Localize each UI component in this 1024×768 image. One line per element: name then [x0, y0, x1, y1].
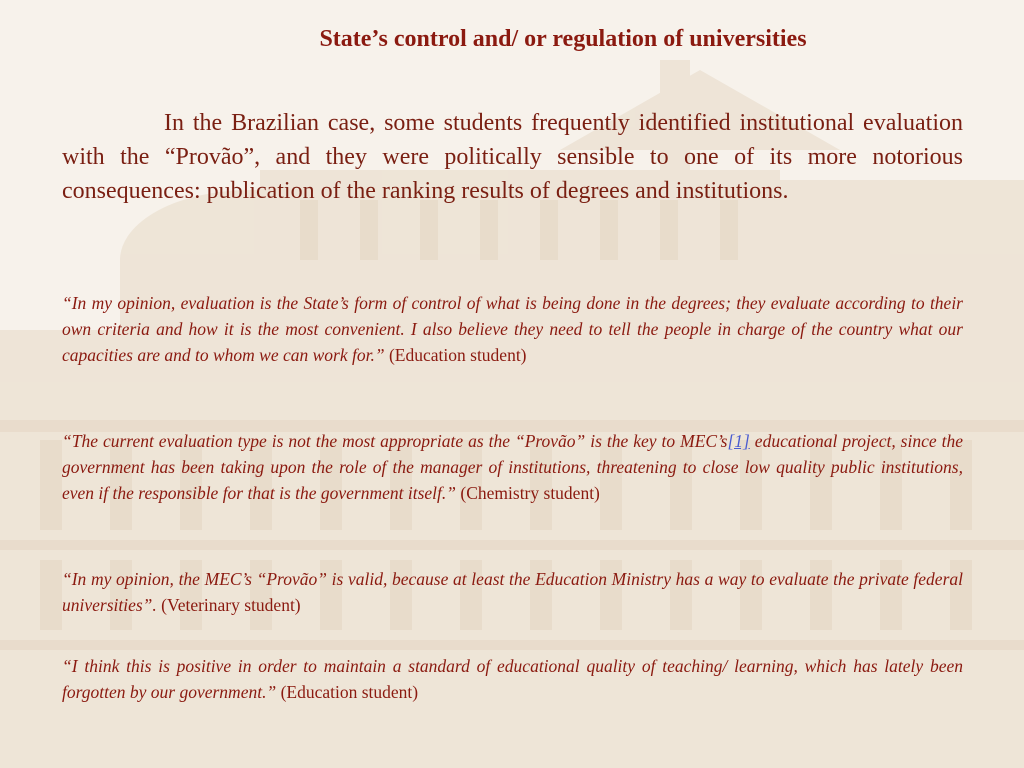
student-quote [62, 290, 963, 368]
quote-attribution: (Education student) [276, 682, 419, 702]
quote-text: “In my opinion, the MEC’s “Provão” is valid, because at least the Education Ministry has a way to evaluate the private federal universities”. [62, 569, 963, 615]
student-quote [62, 428, 963, 506]
quote-attribution: (Chemistry student) [456, 483, 600, 503]
quote-text: “In my opinion, evaluation is the State’s form of control of what is being done in the degrees; they evaluate according to their own criteria and how it is the most convenient. I also believe they need to tell the people in charge of the country what our capacities are and to whom we can work for.” [62, 293, 963, 365]
quote-text: “I think this is positive in order to maintain a standard of educational quality of teaching/ learning, which has lately been forgotten by our government.” [62, 656, 963, 702]
quote-attribution: (Veterinary student) [156, 595, 301, 615]
quote-attribution: (Education student) [384, 345, 527, 365]
student-quote [62, 566, 963, 618]
student-quote [62, 653, 963, 705]
intro-text: In the Brazilian case, some students frequently identified institutional evaluation with the “Provão”, and they were politically sensible to one of its more notorious consequences: publication of the ranking results of degrees and institutions. [62, 110, 963, 204]
intro-paragraph [62, 106, 963, 208]
footnote-link[interactable]: [1] [727, 431, 750, 451]
quote-text-continued: educational project, since the government has been taking upon the role of the manager of institutions, threatening to close low quality public institutions, even if the responsible for that is the government itself.” [62, 431, 963, 503]
slide-title: State’s control and/ or regulation of universities [319, 26, 807, 52]
quote-text: “The current evaluation type is not the most appropriate as the “Provão” is the key to MEC’s [62, 431, 728, 451]
